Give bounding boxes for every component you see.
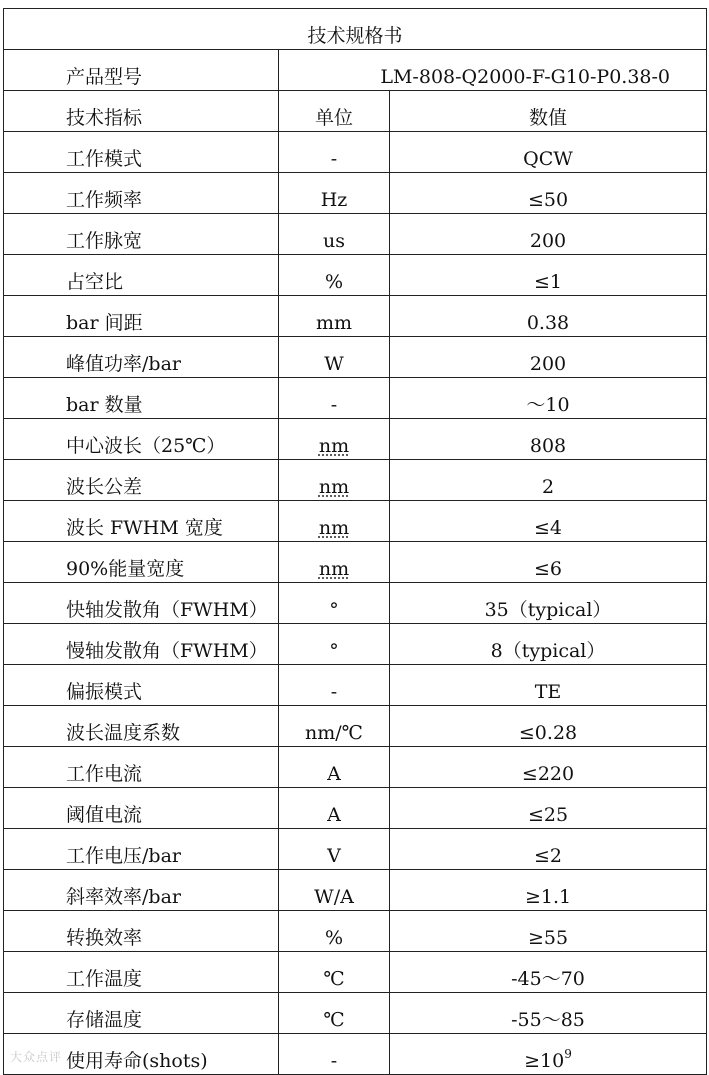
spec-row: [4, 501, 707, 542]
spec-unit: A: [327, 763, 341, 785]
lifetime-unit-cell: [279, 1034, 390, 1075]
spec-unit-cell: [279, 337, 390, 378]
spec-name: 90%能量宽度: [66, 558, 185, 580]
spec-unit: nm: [318, 558, 350, 580]
spec-unit-cell: [279, 378, 390, 419]
spec-row: [4, 132, 707, 173]
spec-unit: °: [329, 599, 339, 621]
spec-unit: nm/℃: [305, 722, 363, 744]
spec-unit-cell: [279, 665, 390, 706]
spec-name: 快轴发散角（FWHM）: [66, 599, 268, 621]
spec-unit-cell: [279, 132, 390, 173]
lifetime-name: 使用寿命(shots): [66, 1050, 208, 1072]
spec-name-cell: [4, 460, 279, 501]
spec-name-cell: [4, 624, 279, 665]
spec-unit-cell: [279, 993, 390, 1034]
spec-value-cell: [390, 296, 707, 337]
spec-name-cell: [4, 993, 279, 1034]
spec-unit-cell: [279, 624, 390, 665]
spec-value: ≤50: [527, 189, 569, 211]
spec-unit: nm: [318, 435, 350, 457]
spec-unit: -: [330, 394, 338, 416]
spec-value: QCW: [523, 148, 573, 170]
spec-name: bar 间距: [66, 312, 143, 334]
spec-name: 存储温度: [66, 1009, 143, 1031]
spec-unit: mm: [315, 312, 353, 334]
spec-value-cell: [390, 993, 707, 1034]
spec-table: [3, 8, 707, 1075]
spec-name-cell: [4, 788, 279, 829]
spec-name-cell: [4, 378, 279, 419]
header-value: 数值: [529, 107, 568, 129]
spec-row: [4, 952, 707, 993]
model-label: 产品型号: [66, 66, 143, 88]
lifetime-value: [390, 1047, 706, 1074]
spec-name-cell: [4, 173, 279, 214]
spec-row: [4, 378, 707, 419]
spec-unit: -: [330, 681, 338, 703]
spec-sheet: [3, 8, 706, 1075]
spec-value: 0.38: [526, 312, 570, 334]
spec-value: ≤0.28: [518, 722, 578, 744]
spec-row: [4, 706, 707, 747]
spec-name-cell: [4, 583, 279, 624]
spec-value: ≥55: [527, 927, 569, 949]
spec-name-cell: [4, 829, 279, 870]
spec-value-cell: [390, 665, 707, 706]
spec-value-cell: [390, 501, 707, 542]
spec-name: 工作温度: [66, 968, 143, 990]
spec-name-cell: [4, 706, 279, 747]
spec-value: ≤4: [534, 517, 563, 539]
spec-value-cell: [390, 583, 707, 624]
spec-name: 斜率效率/bar: [66, 886, 181, 908]
watermark-text: 大众点评: [10, 1050, 63, 1064]
spec-value: ≤2: [534, 845, 563, 867]
spec-value-cell: [390, 624, 707, 665]
header-unit: 单位: [314, 107, 353, 129]
spec-value-cell: [390, 870, 707, 911]
spec-unit-cell: [279, 255, 390, 296]
spec-name: 慢轴发散角（FWHM）: [66, 640, 268, 662]
spec-value-cell: [390, 542, 707, 583]
spec-row: [4, 788, 707, 829]
model-label-cell: [4, 50, 279, 91]
spec-value: 8（typical）: [490, 640, 606, 662]
spec-row: [4, 542, 707, 583]
spec-name: 中心波长（25℃）: [66, 435, 226, 457]
spec-row: [4, 829, 707, 870]
spec-unit-cell: [279, 747, 390, 788]
spec-value: ≥1.1: [524, 886, 572, 908]
spec-unit: A: [327, 804, 341, 826]
lifetime-value-exponent: 9: [564, 1047, 572, 1061]
spec-unit: %: [324, 271, 344, 293]
spec-name-cell: [4, 255, 279, 296]
spec-name-cell: [4, 952, 279, 993]
spec-row: [4, 747, 707, 788]
spec-name: 偏振模式: [66, 681, 143, 703]
spec-unit: Hz: [320, 189, 348, 211]
spec-row: [4, 583, 707, 624]
spec-value: 200: [529, 353, 567, 375]
spec-unit-cell: [279, 870, 390, 911]
spec-value-cell: [390, 255, 707, 296]
spec-value-cell: [390, 747, 707, 788]
spec-row: [4, 337, 707, 378]
spec-name-cell: [4, 870, 279, 911]
spec-name: 占空比: [66, 271, 124, 293]
spec-unit: W: [324, 353, 344, 375]
spec-unit: nm: [318, 476, 350, 498]
spec-name: 阈值电流: [66, 804, 143, 826]
spec-name-cell: [4, 542, 279, 583]
spec-unit-cell: [279, 296, 390, 337]
spec-unit-cell: [279, 542, 390, 583]
spec-name: 峰值功率/bar: [66, 353, 181, 375]
spec-name: 转换效率: [66, 927, 143, 949]
spec-value: 200: [529, 230, 567, 252]
spec-unit: us: [323, 230, 345, 252]
spec-name-cell: [4, 296, 279, 337]
spec-name-cell: [4, 132, 279, 173]
spec-unit-cell: [279, 583, 390, 624]
spec-row: [4, 993, 707, 1034]
spec-row: [4, 460, 707, 501]
spec-name-cell: [4, 214, 279, 255]
spec-row-lifetime: [4, 1034, 707, 1075]
spec-value: ～10: [526, 394, 570, 416]
spec-value-cell: [390, 337, 707, 378]
header-value-cell: [390, 91, 707, 132]
spec-value-cell: [390, 788, 707, 829]
spec-unit-cell: [279, 829, 390, 870]
spec-unit-cell: [279, 501, 390, 542]
spec-name: 波长温度系数: [66, 722, 181, 744]
spec-name: 波长 FWHM 宽度: [66, 517, 223, 539]
spec-unit-cell: [279, 706, 390, 747]
spec-value-cell: [390, 460, 707, 501]
header-name-cell: [4, 91, 279, 132]
spec-name: 工作模式: [66, 148, 143, 170]
spec-unit-cell: [279, 173, 390, 214]
spec-row: [4, 255, 707, 296]
spec-name: 工作脉宽: [66, 230, 143, 252]
spec-row: [4, 870, 707, 911]
spec-row: [4, 214, 707, 255]
spec-row: [4, 296, 707, 337]
spec-value-cell: [390, 829, 707, 870]
spec-unit: V: [327, 845, 341, 867]
header-row: [4, 91, 707, 132]
spec-value: -55～85: [511, 1009, 585, 1031]
spec-value: ≤220: [521, 763, 575, 785]
spec-value: ≤6: [534, 558, 563, 580]
spec-unit: ℃: [323, 1009, 345, 1031]
spec-unit: W/A: [314, 886, 354, 908]
spec-unit-cell: [279, 460, 390, 501]
spec-name-cell: [4, 911, 279, 952]
header-name: 技术指标: [66, 107, 143, 129]
spec-unit: °: [329, 640, 339, 662]
lifetime-value-base: ≥10: [524, 1050, 565, 1072]
spec-name: 工作电压/bar: [66, 845, 181, 867]
spec-unit-cell: [279, 419, 390, 460]
model-row: [4, 50, 707, 91]
document-title: 技术规格书: [307, 25, 403, 47]
spec-name: 工作电流: [66, 763, 143, 785]
spec-value: ≤1: [534, 271, 563, 293]
spec-name-cell: [4, 665, 279, 706]
spec-value-cell: [390, 706, 707, 747]
spec-unit-cell: [279, 911, 390, 952]
spec-unit: %: [324, 927, 344, 949]
spec-name-cell: [4, 337, 279, 378]
spec-unit-cell: [279, 788, 390, 829]
document-title-cell: [4, 9, 707, 50]
spec-unit-cell: [279, 214, 390, 255]
spec-name: 工作频率: [66, 189, 143, 211]
spec-value: 35（typical）: [484, 599, 612, 621]
spec-name-cell: [4, 747, 279, 788]
spec-unit: nm: [318, 517, 350, 539]
spec-row: [4, 173, 707, 214]
spec-value-cell: [390, 132, 707, 173]
title-row: [4, 9, 707, 50]
spec-value: 808: [529, 435, 567, 457]
spec-row: [4, 419, 707, 460]
spec-value-cell: [390, 911, 707, 952]
spec-row: [4, 624, 707, 665]
spec-value: 2: [541, 476, 555, 498]
spec-unit: ℃: [323, 968, 345, 990]
spec-value: ≤25: [527, 804, 569, 826]
lifetime-value-cell: [390, 1034, 707, 1075]
spec-row: [4, 911, 707, 952]
spec-unit: -: [330, 148, 338, 170]
spec-row: [4, 665, 707, 706]
spec-value-cell: [390, 214, 707, 255]
spec-name-cell: [4, 501, 279, 542]
spec-value: -45～70: [511, 968, 585, 990]
spec-value-cell: [390, 173, 707, 214]
spec-value-cell: [390, 952, 707, 993]
spec-value-cell: [390, 419, 707, 460]
lifetime-unit: -: [330, 1050, 338, 1072]
spec-name-cell: [4, 419, 279, 460]
spec-value: TE: [534, 681, 562, 703]
spec-name: bar 数量: [66, 394, 143, 416]
spec-unit-cell: [279, 952, 390, 993]
spec-name: 波长公差: [66, 476, 143, 498]
spec-value-cell: [390, 378, 707, 419]
model-value-cell: [279, 50, 707, 91]
header-unit-cell: [279, 91, 390, 132]
model-value: LM-808-Q2000-F-G10-P0.38-0: [380, 66, 671, 88]
